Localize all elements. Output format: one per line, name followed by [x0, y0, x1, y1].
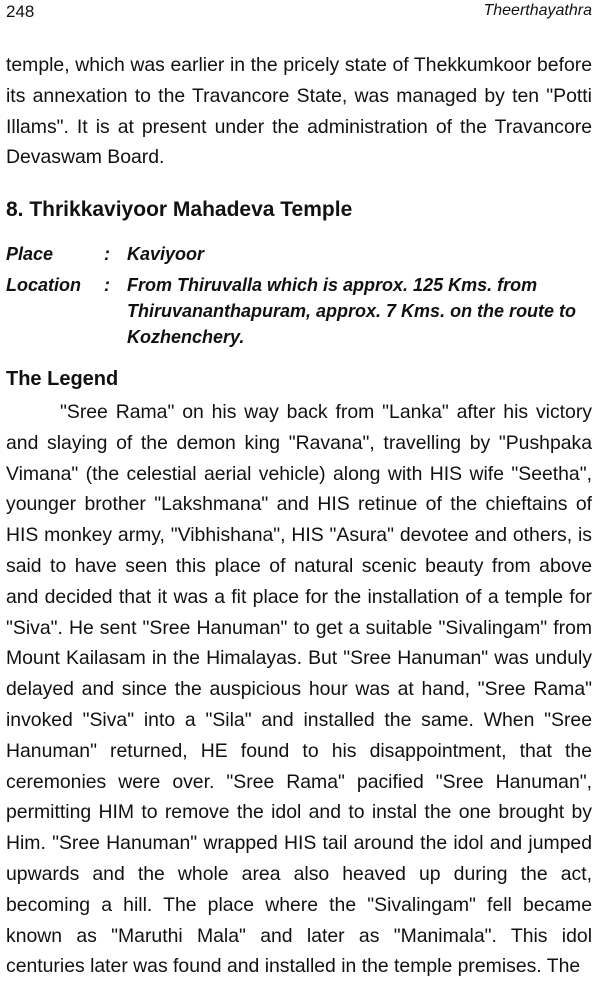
location-value: From Thiruvalla which is approx. 125 Kms. from Thiruvananthapuram, approx. 7 Kms. on the route to Kozhenchery. [127, 275, 577, 347]
legend-paragraph: "Sree Rama" on his way back from "Lanka" after his victory and slaying of the demon king "Ravana", travelling by "Pushpaka Vimana" (the celestial aerial vehicle) along with HIS wife "Seetha", younger brother "Lakshmana" and HIS retinue of the chieftains of HIS monkey army, "Vibhishana", HIS "Asura" devotee and others, is said to have seen this place of natural scenic beauty from above and decided that it was a fit place for the installation of a temple for "Siva". He sent "Sree Hanuman" to get a suitable "Sivalingam" from Mount Kailasam in the Himalayas. But "Sree Hanuman" was unduly delayed and since the auspicious hour was at hand, "Sree Rama" invoked "Siva" into a "Sila" and installed the same. When "Sree Hanuman" returned, HE found to his disappointment, that the ceremonies were over. "Sree Rama" pacified "Sree Hanuman", permitting HIM to remove the idol and to instal the one brought by Him. "Sree Hanuman" wrapped HIS tail around the idol and jumped upwards and the whole area also heaved up during the act, becoming a hill. The place where the "Sivalingam" fell became known as "Maruthi Mala" and later as "Manimala". This idol centuries later was found and installed in the temple premises. The [6, 401, 592, 978]
location-label: Location [6, 275, 81, 295]
place-separator: : [104, 244, 110, 264]
page-header [6, 2, 592, 26]
intro-paragraph: temple, which was earlier in the pricely state of Thekkumkoor before its annexation to the Travancore State, was managed by ten "Potti Illams". It is at present under the administration of the Travancore Devaswam Board. [6, 54, 592, 169]
location-separator: : [104, 275, 110, 295]
running-title: Theerthayathra [483, 2, 592, 19]
place-value: Kaviyoor [127, 244, 205, 264]
place-label: Place [6, 244, 54, 264]
page-number: 248 [6, 2, 35, 21]
legend-heading: The Legend [6, 368, 119, 390]
section-heading: 8. Thrikkaviyoor Mahadeva Temple [6, 198, 353, 221]
